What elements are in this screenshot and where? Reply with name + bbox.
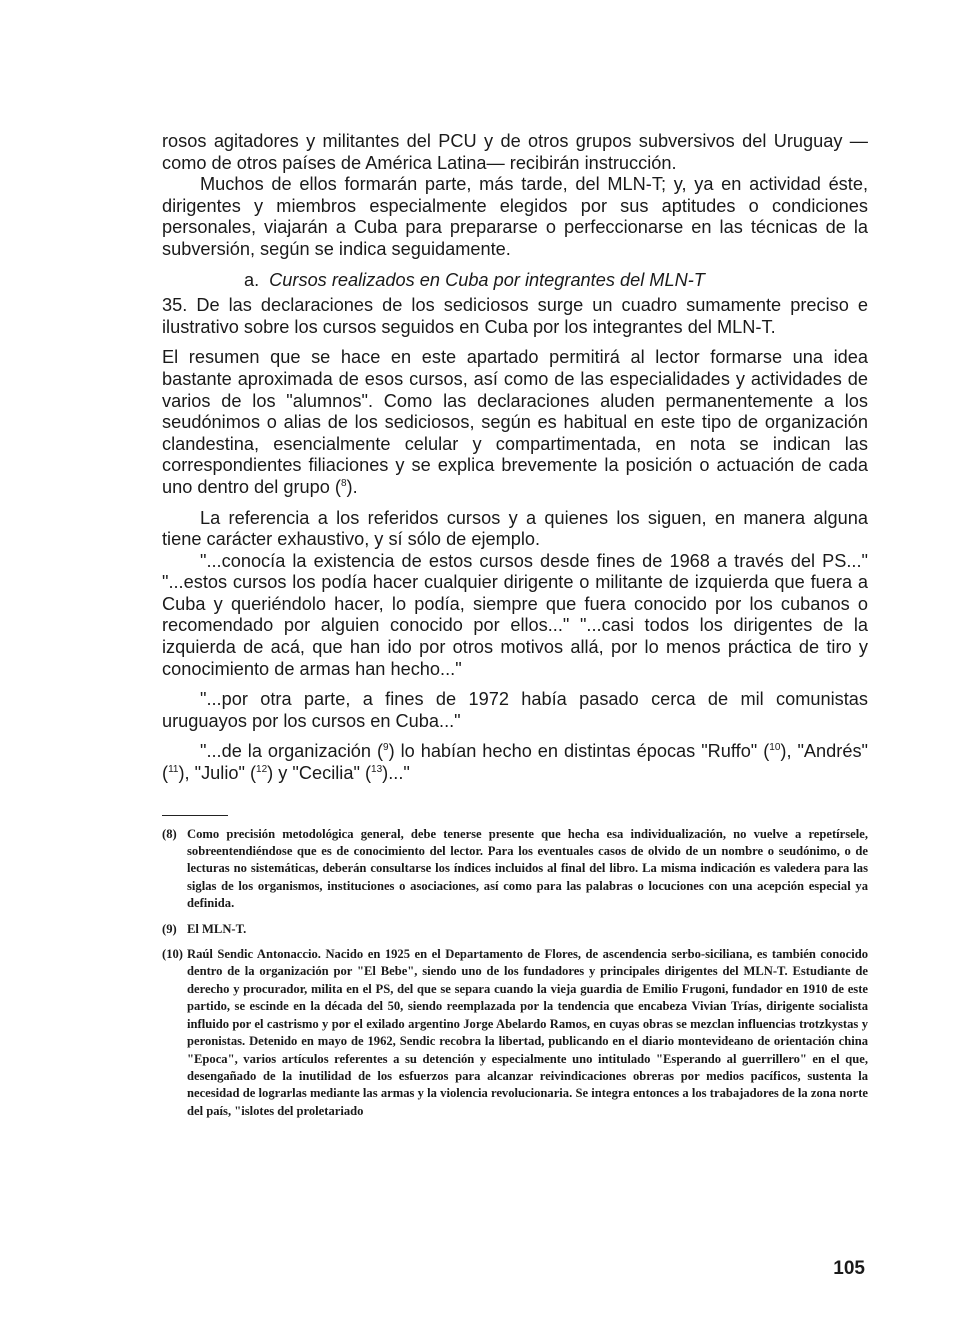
quote-org-part-e: ) y "Cecilia" ( [267,763,372,784]
paragraph-35: 35. De las declaraciones de los sediciosos surge un cuadro sumamente preciso e ilustrativo sobre los cursos seguidos en Cuba por los integrantes del MLN-T. [162,295,868,337]
page-number: 105 [833,1258,865,1279]
footnote-9 [162,921,868,938]
paragraph-reference: La referencia a los referidos cursos y a quienes los siguen, en manera alguna tiene carácter exhaustivo, y sí sólo de ejemplo. [162,507,868,550]
paragraph-summary-text: El resumen que se hace en este apartado permitirá al lector formarse una idea bastante aproximada de esos cursos, así como de las especialidades y actividades de varios de los "alumnos". Como las declaraciones aluden permanentemente a los seudónimos o alias de los sediciosos, según es habitual en este tipo de organización clandestina, esencialmente celular y compartimentada, en nota se indican las correspondientes filiaciones y se explica brevemente la posición o actuación de cada uno dentro del grupo ( [162,347,868,497]
paragraph-continuation: rosos agitadores y militantes del PCU y de otros grupos subversivos del Uruguay —como de otros países de América Latina— recibirán instrucción. [162,131,868,173]
footnote-ref-9: 9 [383,742,389,754]
paragraph-summary-end: ). [346,476,358,497]
footnote-8 [162,826,868,913]
paragraph-summary [162,347,868,498]
footnote-10-number: (10) [162,947,183,962]
quote-org-part-b: ) lo habían hecho en distintas épocas "Ruffo" ( [388,741,770,762]
page-content [162,131,868,1128]
footnote-ref-12: 12 [256,763,268,775]
section-title: Cursos realizados en Cuba por integrantes del MLN-T [269,269,705,290]
footnote-9-number: (9) [162,921,177,936]
section-heading [244,270,868,292]
footnote-10 [162,946,868,1120]
quote-org-part-a: "...de la organización ( [200,741,384,762]
footnote-8-number: (8) [162,826,177,841]
footnote-8-text: Como precisión metodológica general, debe tenerse presente que hecha esa individualización, no vuelve a repetírsele, sobreentendiéndose que es de conocimiento del lector. Para los eventuales casos de olvido de un nombre o seudónimo, o de lecturas no sistemáticas, deberán consultarse los índices incluidos al final del libro. La misma indicación es valedera para las siglas de los organismos, instituciones o asociaciones, así como para las palabras o locuciones con una acepción especial ya definida. [187,826,868,911]
quote-courses: "...conocía la existencia de estos cursos desde fines de 1968 a través del PS..." "...estos cursos los podía hacer cualquier dirigente o militante de izquierda que fuera a Cuba y queriéndolo hacer, lo podía, siempre que fuera conocido por los cubanos o recomendado por alguien conocido por ellos..." "...casi todos los dirigentes de la izquierda de acá, que han ido por otros motivos allá, por lo menos práctica de tiro y conocimiento de armas han hecho..." [162,550,868,679]
quote-org-part-c: ), "Andrés" ( [162,741,869,784]
section-letter: a. [244,269,260,290]
footnote-9-text: El MLN-T. [187,921,247,936]
paragraph-mln-t-members: Muchos de ellos formarán parte, más tarde, del MLN-T; y, ya en actividad éste, dirigentes y miembros especialmente elegidos por sus aptitudes o condiciones personales, viajarán a Cuba para prepararse o perfeccionarse en las técnicas de la subversión, según se indica seguidamente. [162,174,868,259]
quote-communists: "...por otra parte, a fines de 1972 había pasado cerca de mil comunistas uruguayos por los cursos en Cuba..." [162,689,868,731]
quote-org-part-f: )..." [382,763,410,784]
footnote-ref-8: 8 [340,477,347,489]
footnote-ref-11: 11 [168,763,179,775]
quote-org-part-d: ), "Julio" ( [178,763,257,784]
quote-organization [162,741,868,784]
footnote-10-text: Raúl Sendic Antonaccio. Nacido en 1925 en el Departamento de Flores, de ascendencia serbo-siciliana, es también conocido dentro de la organización por "El Bebe", siendo uno de los fundadores y principales dirigentes del MLN-T. Estudiante de derecho y procurador, milita en el PS, del que se separa cuando la vieja guardia de Emilio Frugoni, fundador en 1910 de este partido, se escinde en la década del 50, siendo reemplazada por la tendencia que encabeza Vivian Trías, dirigente socialista influido por el castrismo y por el exilado argentino Jorge Abelardo Ramos, en cuyas obras se mezclan influencias trotzkystas y peronistas. Detenido en mayo de 1962, Sendic recobra la libertad, publicando en el diario montevideano de orientación china "Epoca", varios artículos referentes a su detención y especialmente uno intitulado "Esperando al guerrillero" en el que, desengañado de la inutilidad de los esfuerzos para alcanzar reivindicaciones obreras por medios pacíficos, sustenta la necesidad de lograrlas mediante las armas y la violencia revolucionaria. Se integra entonces a los trabajadores de la zona norte del país, "islotes del proletariado [187,947,868,1118]
footnote-ref-10: 10 [769,742,781,754]
footnote-ref-13: 13 [371,763,383,775]
footnote-divider [162,815,228,816]
